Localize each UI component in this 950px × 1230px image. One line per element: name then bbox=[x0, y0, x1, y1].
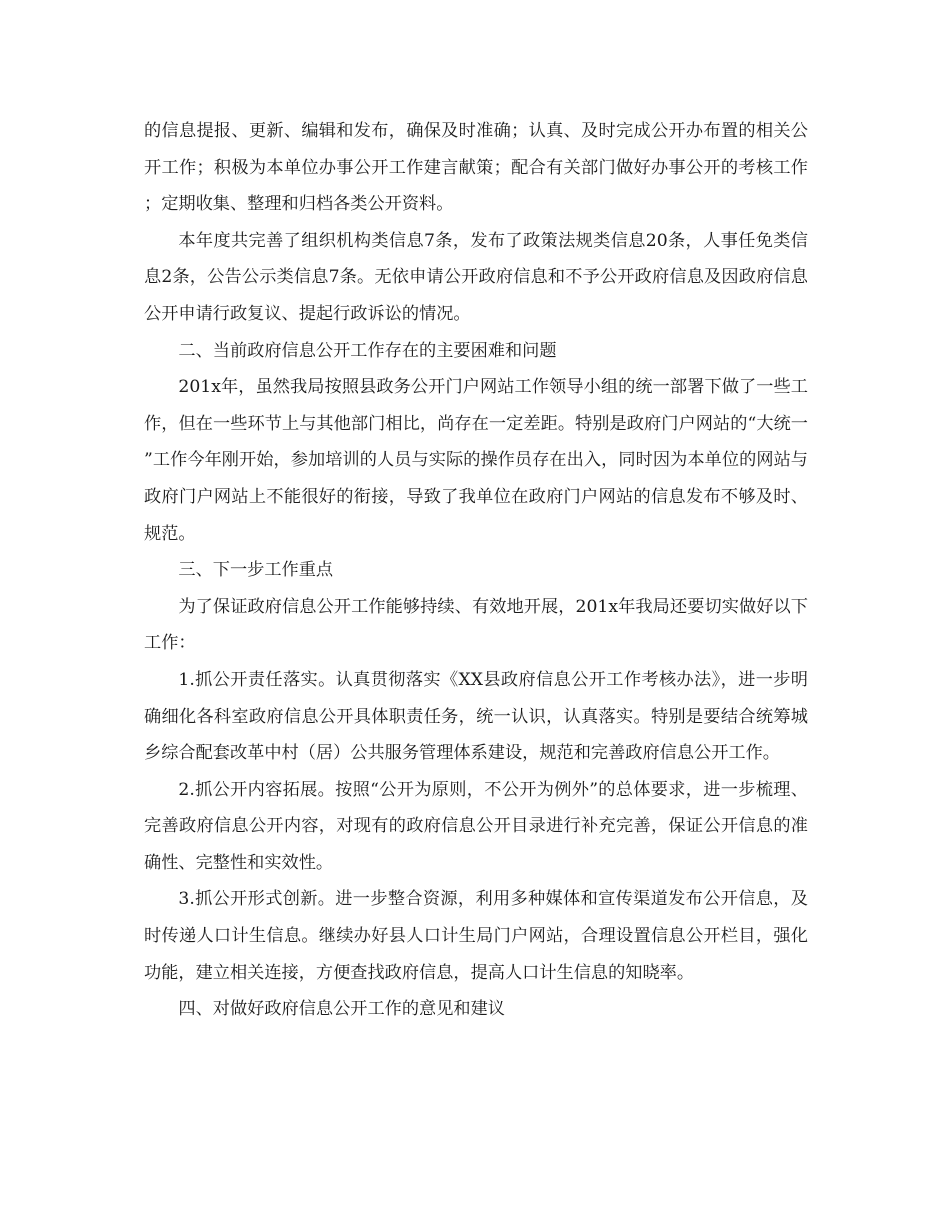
paragraph-statistics: 本年度共完善了组织机构类信息7条，发布了政策法规类信息20条，人事任免类信息2条，公告公示类信息7条。无依申请公开政府信息和不予公开政府信息及因政府信息公开申请行政复议、提起行政诉讼的情况。 bbox=[144, 230, 808, 324]
paragraph-intro-next-steps: 为了保证政府信息公开工作能够持续、有效地开展，201x年我局还要切实做好以下工作： bbox=[144, 596, 808, 654]
section-heading-2: 二、当前政府信息公开工作存在的主要困难和问题 bbox=[178, 340, 557, 361]
section-heading-4: 四、对做好政府信息公开工作的意见和建议 bbox=[178, 999, 505, 1020]
paragraph-problems: 201x年，虽然我局按照县政务公开门户网站工作领导小组的统一部署下做了一些工作，但在一些环节上与其他部门相比，尚存在一定差距。特别是政府门户网站的“大统一”工作今年刚开始，参加培训的人员与实际的操作员存在出入，同时因为本单位的网站与政府门户网站上不能很好的衔接，导致了我单位在政府门户网站的信息发布不够及时、规范。 bbox=[144, 377, 808, 544]
list-item-1: 1.抓公开责任落实。认真贯彻落实《XX县政府信息公开工作考核办法》，进一步明确细化各科室政府信息公开具体职责任务，统一认识，认真落实。特别是要结合统筹城乡综合配套改革中村（居）公共服务管理体系建设，规范和完善政府信息公开工作。 bbox=[144, 669, 808, 764]
section-heading-3: 三、下一步工作重点 bbox=[178, 560, 334, 581]
list-item-3: 3.抓公开形式创新。进一步整合资源，利用多种媒体和宣传渠道发布公开信息，及时传递人口计生信息。继续办好县人口计生局门户网站，合理设置信息公开栏目，强化功能，建立相关连接，方便查找政府信息，提高人口计生信息的知晓率。 bbox=[144, 889, 808, 983]
list-item-2: 2.抓公开内容拓展。按照“公开为原则，不公开为例外”的总体要求，进一步梳理、完善政府信息公开内容，对现有的政府信息公开目录进行补充完善，保证公开信息的准确性、完整性和实效性。 bbox=[144, 779, 808, 873]
document-body bbox=[144, 113, 808, 1028]
paragraph-continuation: 的信息提报、更新、编辑和发布，确保及时准确；认真、及时完成公开办布置的相关公开工作；积极为本单位办事公开工作建言献策；配合有关部门做好办事公开的考核工作；定期收集、整理和归档各类公开资料。 bbox=[144, 121, 808, 215]
